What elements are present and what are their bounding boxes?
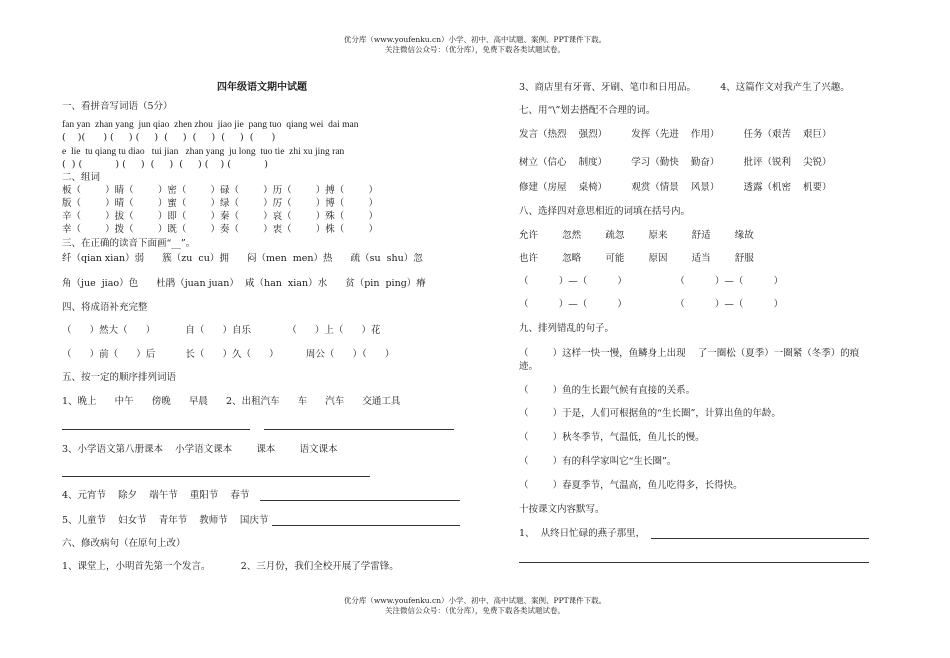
answer-brackets-row-2: ( ) ( ) ( ) ( ) ( ) ( ) ( ): [62, 159, 268, 170]
page-footer-line-2: 关注微信公众号：（优分库），免费下载各类试题试卷。: [385, 606, 565, 615]
pinyin-row-1: fan yan zhan yang jun qiao zhen zhou jiao jie pang tuo qiang wei dai man: [62, 120, 359, 130]
answer-line[interactable]: [264, 429, 454, 430]
synonym-word-row-2: 也许 忽略 可能 原因 适当 舒服: [519, 253, 754, 264]
pinyin-row-2: e lie tu qiang tu diao tui jian zhan yang ju long tuo tie zhi xu jing ran: [62, 147, 345, 157]
answer-line[interactable]: [272, 525, 460, 526]
answer-line[interactable]: [62, 476, 370, 477]
ordering-question-1-2: 1、晚上 中午 傍晚 早晨 2、出租汽车 车 汽车 交通工具: [62, 396, 401, 407]
recitation-question-1: 1、 从终日忙碌的燕子那里，: [519, 528, 646, 539]
section-5-heading: 五、按一定的顺序排列词语: [62, 372, 177, 383]
ordering-question-3: 3、小学语文第八册课本 小学语文课本 课本 语文课本: [62, 444, 338, 455]
right-column: [519, 0, 899, 658]
exam-title: 四年级语文期中试题: [217, 82, 307, 93]
word-group-row-3: 辛（ ）拔（ ）即（ ）秦（ ）哀（ ）殊（ ）: [62, 211, 378, 222]
pronunciation-row-2: 角（jue jiao）色 杜鹃（juan juan） 咸（han xian）水 贫（pin ping）瘠: [62, 278, 426, 289]
word-group-row-4: 幸（ ）拨（ ）既（ ）奏（ ）衷（ ）株（ ）: [62, 224, 378, 235]
section-3-heading: 三、在正确的读音下面画“__”。: [62, 238, 196, 249]
collocation-row-2: 树立（信心 制度） 学习（勤快 勤奋） 批评（锐利 尖锐）: [519, 157, 832, 168]
word-group-row-2: 版（ ）晴（ ）蜜（ ）绿（ ）厉（ ）博（ ）: [62, 198, 378, 209]
ordering-question-4: 4、元宵节 除夕 端午节 重阳节 春节: [62, 490, 250, 501]
section-4-heading: 四、将成语补充完整: [62, 302, 148, 313]
idiom-row-2: （ ）前（ ）后 长（ ）久（ ） 周公（ ）（ ）: [62, 349, 395, 360]
left-column: [62, 0, 472, 658]
sentence-order-d: （ ）秋冬季节，气温低，鱼儿长的慢。: [519, 432, 705, 443]
sentence-fix-3-4: 3、商店里有牙膏、牙刷、笔巾和日用品。 4、这篇作文对我产生了兴趣。: [519, 82, 850, 93]
section-6-heading: 六、修改病句（在原句上改）: [62, 538, 186, 549]
answer-line[interactable]: [260, 500, 460, 501]
answer-line[interactable]: [62, 429, 250, 430]
section-8-heading: 八、选择四对意思相近的词填在括号内。: [519, 206, 691, 217]
sentence-order-a-line-1: （ ）这样一快一慢，鱼鳞身上出现 了一圈松（夏季）一圈紧（冬季）的痕: [519, 348, 860, 359]
synonym-answer-row-2: （ ）—（ ） （ ）—（ ）: [519, 299, 784, 310]
section-7-heading: 七、用“\”划去搭配不合理的词。: [519, 105, 656, 116]
section-9-heading: 九、排列错乱的句子。: [519, 323, 615, 334]
sentence-order-a-line-2: 迹。: [519, 361, 539, 372]
sentence-order-b: （ ）鱼的生长跟气候有直接的关系。: [519, 385, 696, 396]
answer-line[interactable]: [519, 562, 869, 563]
collocation-row-3: 修建（房屋 桌椅） 观赏（情景 风景） 透露（机密 机要）: [519, 182, 832, 193]
sentence-order-e: （ ）有的科学家叫它“生长圈”。: [519, 456, 677, 467]
collocation-row-1: 发言（热烈 强烈） 发挥（先进 作用） 任务（艰苦 艰巨）: [519, 129, 832, 140]
page-footer-line-1: 优分库（www.youfenku.cn）小学、初中、高中试题、案例、PPT课件下载。: [343, 596, 607, 605]
sentence-order-c: （ ）于是，人们可根据鱼的“生长圈”，计算出鱼的年龄。: [519, 408, 781, 419]
section-2-heading: 二、组词: [62, 172, 101, 183]
answer-brackets-row-1: ( )( ) ( ) ( ) ( ) ( ) ( ) ( ): [62, 132, 276, 143]
word-group-row-1: 板（ ）睛（ ）密（ ）碌（ ）历（ ）搏（ ）: [62, 185, 378, 196]
synonym-answer-row-1: （ ）—（ ） （ ）—（ ）: [519, 276, 784, 287]
sentence-fix-1-2: 1、课堂上，小明首先第一个发言。 2、三月份，我们全校开展了学雷锋。: [62, 561, 399, 572]
section-10-heading: 十按课文内容默写。: [519, 504, 605, 515]
sentence-order-f: （ ）春夏季节，气温高，鱼儿吃得多，长得快。: [519, 480, 743, 491]
ordering-question-5: 5、儿童节 妇女节 青年节 教师节 国庆节: [62, 515, 269, 526]
answer-line[interactable]: [651, 538, 869, 539]
section-1-heading: 一、看拼音写词语（5分）: [62, 101, 173, 112]
idiom-row-1: （ ）然大（ ） 自（ ）自乐 （ ）上（ ）花: [62, 325, 381, 336]
pronunciation-row-1: 纤（qian xian）弱 簇（zu cu）拥 闷（men men）热 疏（su shu）忽: [62, 253, 423, 264]
page-header-line-2: 关注微信公众号：（优分库），免费下载各类试题试卷。: [385, 45, 565, 54]
synonym-word-row-1: 允许 忽然 疏忽 原来 舒适 缘故: [519, 230, 754, 241]
page-header-line-1: 优分库（www.youfenku.cn）小学、初中、高中试题、案例、PPT课件下载。: [343, 35, 607, 44]
